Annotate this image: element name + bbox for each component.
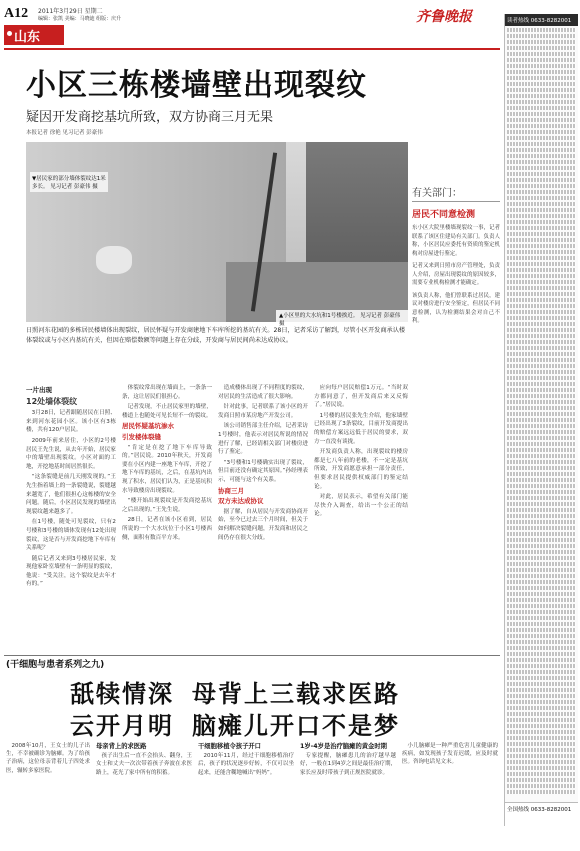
listing-line [507,316,576,320]
paragraph: “肯定是在挖了地下车库导致的。”居民说。2010年秋天，开发商要在小区内建一座地下车库，开挖了地下车库的基坑，之后，在基坑内出现了积水，居民们认为，正是基坑积水导致楼房出现裂纹。 [122,444,212,494]
listing-line [507,502,576,506]
listing-line [507,748,576,752]
listing-line [507,154,576,158]
newspaper-logo: 齐鲁晚报 [416,9,472,25]
listing-line [507,610,576,614]
header-rule [4,48,500,50]
photo-hand [96,246,132,274]
listing-line [507,58,576,62]
listing-line [507,706,576,710]
listing-line [507,238,576,242]
listing-line [507,586,576,590]
paragraph: “楼开始出现裂纹是开发商挖基坑之后出现的。”王先生说。 [122,498,212,513]
listing-line [507,40,576,44]
paragraph: 据了解，自从居民与开发商协商开始，至今已过去三个月时间，但关于如何解决裂缝问题，开发商和居民之间仍存在很大分歧。 [218,508,308,541]
listing-line [507,88,576,92]
classified-listings [505,28,578,794]
listing-line [507,550,576,554]
listing-line [507,148,576,152]
paragraph: 小儿脑瘫是一种严重危害儿童健康的疾病，如发现孩子发育迟缓，应及时就医。咨询电话见文末。 [402,743,498,766]
feature-column-5 [402,742,498,768]
classified-column [504,14,578,826]
article-lede: 日照河东花园的多栋居民楼墙体出现裂纹，居民怀疑与开发商建地下车库所挖的基坑有关。28日，记者采访了解到，尽管小区开发商承认楼体裂纹或与小区内基坑有关，但因在赔偿数额等问题上存在分歧，开发商与居民间尚未达成协议。 [26,327,406,344]
page-header [4,2,500,48]
listing-line [507,442,576,446]
paragraph: 该公司销售部主任介绍，记者采访1号楼时，他表示对居民所说的情况进行了解，已经请相关部门对楼房进行了鉴定。 [218,423,308,456]
listing-line [507,382,576,386]
listing-line [507,754,576,758]
listing-line [507,346,576,350]
listing-line [507,100,576,104]
related-label: 有关部门： [412,184,500,202]
listing-line [507,292,576,296]
listing-line [507,772,576,776]
listing-line [507,490,576,494]
listing-line [507,640,576,644]
listing-line [507,628,576,632]
bullet-icon [7,31,12,36]
paragraph: 东小区大院里楼墙现裂纹一事，记者联系了该区住建局有关部门。负责人称，小区居民应委托有资质的鉴定机构对房屋进行鉴定。 [412,225,500,257]
listing-line [507,592,576,596]
paragraph: 记者又来到日照市房产管理处，负责人介绍，房屋出现裂纹的原因较多，需要专业机构检测才能确定。 [412,263,500,286]
listing-line [507,478,576,482]
listing-line [507,604,576,608]
listing-line [507,124,576,128]
listing-line [507,598,576,602]
listing-line [507,562,576,566]
listing-line [507,742,576,746]
paragraph: 该负责人称，他们曾联系过居民，建议对楼房进行安全鉴定，但居民不同意检测，认为检测结果会对自己不利。 [412,292,500,324]
classified-footer: 全国热线 0633-8282001 [505,802,578,826]
listing-line [507,256,576,260]
listing-line [507,418,576,422]
listing-line [507,286,576,290]
listing-line [507,778,576,782]
paragraph: 28日，记者在该小区看到，居民所说的一个大水坑位于小区1号楼西侧，面积有数百平方米。 [122,517,212,541]
listing-line [507,262,576,266]
listing-line [507,106,576,110]
listing-line [507,388,576,392]
paragraph: 对此，居民表示，希望有关部门能尽快介入调查，给出一个公正的结论。 [314,494,408,518]
listing-line [507,454,576,458]
paragraph: 2009年前来居住，小区的2号楼居民王先生说，从去年开始，居民家中的墙壁出现裂纹。小区对面的工地，开挖地基时间居然很长。 [26,437,116,470]
listing-line [507,670,576,674]
listing-line [507,400,576,404]
listing-line [507,28,576,32]
headline-part: 云开月明 [70,712,174,740]
listing-line [507,160,576,164]
paragraph: 3月28日，记者跟随居民在日照、来到河东花园小区。该小区有3栋楼，共有120户居民。 [26,410,116,434]
subhead-2a: 居民怀疑基坑渗水 [122,422,174,431]
listing-line [507,436,576,440]
listing-line [507,130,576,134]
listing-line [507,322,576,326]
listing-line [507,340,576,344]
listing-line [507,196,576,200]
feature-column-2 [96,742,192,778]
page-number: A12 [4,6,29,21]
paragraph: “3号楼和1号楼确实出现了裂纹，但目前还没有确定其原因。”孙经理表示，可能与这个有关系。 [218,459,308,483]
feature-column-1 [6,742,90,776]
headline-part: 脑瘫儿开口不是梦 [192,712,400,740]
photo-caption-right: ▲小区里的大水坑和1号楼挨近。 见习记者 彭豪伟 摄 [276,310,408,328]
classified-header: 读者热线 0633-8282001 [505,14,578,26]
feature-subhead: 干细胞移植令孩子开口 [198,743,261,750]
related-sidebar [412,184,500,326]
paragraph: 2010年11月，经过干细胞移植治疗后，孩子的状况逐步好转，不仅可以坐起来，还能含糊地喊出“妈妈”。 [198,753,294,776]
issue-date: 2011年3月29日 星期二 [38,8,103,15]
paragraph: “这条裂缝是前几天刚发现的。”王先生指着墙上的一条裂缝说，裂缝越来越宽了，他们很担心这栋楼的安全问题。随后，小区居民发现的墙壁出现裂纹越来越多了。 [26,474,116,515]
listing-line [507,508,576,512]
article-headline: 小区三栋楼墙壁出现裂纹 [26,68,367,103]
listing-line [507,766,576,770]
listing-line [507,394,576,398]
section-name: 山东 [14,30,41,45]
feature-subhead: 母亲背上的求医路 [96,743,147,750]
subhead-3b: 双方未达成协议 [218,497,264,506]
listing-line [507,448,576,452]
listing-line [507,370,576,374]
listing-line [507,694,576,698]
listing-line [507,526,576,530]
news-photo [26,142,408,327]
listing-line [507,556,576,560]
subhead-1a: 一片出现 [26,386,52,394]
listing-line [507,634,576,638]
listing-line [507,430,576,434]
listing-line [507,784,576,788]
listing-line [507,616,576,620]
listing-line [507,202,576,206]
subhead-2b: 引发楼体裂缝 [122,432,161,441]
listing-line [507,220,576,224]
listing-line [507,724,576,728]
listing-line [507,676,576,680]
listing-line [507,328,576,332]
feature-headline-line2 [70,706,400,741]
series-label: (干细胞与患者系列之九) [6,660,105,670]
listing-line [507,760,576,764]
listing-line [507,166,576,170]
listing-line [507,358,576,362]
listing-line [507,94,576,98]
listing-line [507,424,576,428]
paragraph: 在1号楼，随处可见裂纹，只有2号楼和3号楼的墙体发现有12处出现裂纹，这是否与开发商挖地下车库有关系呢？ [26,519,116,552]
section-divider [4,655,500,656]
listing-line [507,580,576,584]
listing-line [507,484,576,488]
listing-line [507,460,576,464]
listing-line [507,70,576,74]
listing-line [507,496,576,500]
listing-line [507,274,576,278]
listing-line [507,184,576,188]
listing-line [507,514,576,518]
listing-line [507,136,576,140]
listing-line [507,718,576,722]
paragraph: 造成楼体出现了不同程度的裂纹，对居民的生活造成了很大影响。 [218,385,308,400]
editor-credits: 编辑：张凯 美编：马晓迪 组版：庆升 [38,16,122,22]
listing-line [507,34,576,38]
listing-line [507,208,576,212]
listing-line [507,214,576,218]
listing-line [507,310,576,314]
paragraph: 专家提醒，脑瘫患儿的治疗越早越好，一般在1到4岁之间是最佳治疗期，家长应及时带孩子到正规医院就诊。 [300,753,396,776]
listing-line [507,268,576,272]
listing-line [507,736,576,740]
listing-line [507,406,576,410]
listing-line [507,250,576,254]
body-column-3 [218,384,308,544]
listing-line [507,700,576,704]
listing-line [507,190,576,194]
listing-line [507,76,576,80]
listing-line [507,232,576,236]
listing-line [507,226,576,230]
listing-line [507,652,576,656]
listing-line [507,82,576,86]
listing-line [507,664,576,668]
feature-subhead: 1岁-4岁是治疗脑瘫的黄金时期 [300,743,387,750]
listing-line [507,364,576,368]
listing-line [507,46,576,50]
listing-line [507,520,576,524]
listing-line [507,682,576,686]
listing-line [507,280,576,284]
listing-line [507,352,576,356]
listing-line [507,538,576,542]
listing-line [507,178,576,182]
listing-line [507,112,576,116]
feature-headline-line1 [70,674,400,709]
feature-column-4 [300,742,396,778]
listing-line [507,304,576,308]
listing-line [507,412,576,416]
paragraph: 应向每户居民赔偿1万元。“当时双方都同意了，但开发商后来又反悔了。”居民说。 [314,385,408,409]
listing-line [507,172,576,176]
feature-column-3 [198,742,294,778]
listing-line [507,376,576,380]
paragraph: 针对此事，记者联系了该小区的开发商日照市某房地产开发公司。 [218,404,308,419]
listing-line [507,574,576,578]
listing-line [507,52,576,56]
listing-line [507,712,576,716]
article-subhead: 疑因开发商挖基坑所致，双方协商三月无果 [26,110,274,125]
paragraph: 随后记者又来到3号楼居民家，发现他家卧室墙壁有一条明显的裂纹，他说：“受关注，这个裂纹是去年才有的。” [26,555,116,588]
related-headline: 居民不同意检测 [412,210,476,220]
listing-line [507,466,576,470]
subhead-1b: 12处墙体裂纹 [26,396,78,406]
listing-line [507,64,576,68]
listing-line [507,622,576,626]
listing-line [507,298,576,302]
listing-line [507,658,576,662]
listing-line [507,790,576,794]
paragraph: 记者发现，不止居民家里的墙壁，楼道上也随处可见长短不一的裂纹。 [122,404,212,419]
listing-line [507,532,576,536]
listing-line [507,568,576,572]
paragraph: 开发商负责人称，出现裂纹的楼房都是七八年前的老楼，不一定是基坑所致，开发商愿意承担一部分责任，但要求居民提供权威部门的鉴定结论。 [314,449,408,490]
body-column-2 [122,384,212,544]
listing-line [507,334,576,338]
listing-line [507,244,576,248]
listing-line [507,142,576,146]
headline-part: 母背上三载求医路 [192,680,400,708]
article-byline: 本报记者 徐艳 见习记者 彭豪伟 [26,130,103,136]
body-column-1 [26,384,116,591]
listing-line [507,544,576,548]
subhead-3a: 协商三月 [218,486,244,495]
headline-part: 舐犊情深 [70,680,174,708]
body-column-4 [314,384,408,521]
paragraph: 体裂纹常出现在墙面上，一条条一条，这让居民们很担心。 [122,385,212,400]
paragraph: 1号楼的居民张先生介绍，他家墙壁已经出现了3条裂纹，目前开发商提出的赔偿方案远远低于居民的要求，双方一直没有谈拢。 [314,412,408,445]
listing-line [507,118,576,122]
listing-line [507,688,576,692]
photo-caption-left: ▼居民家的部分墙体裂纹达1米多长。 见习记者 彭豪伟 摄 [30,172,108,192]
section-tag [4,25,64,45]
listing-line [507,730,576,734]
paragraph: 2008年10月，王女士的儿子出生，不幸被确诊为脑瘫。为了给孩子治病，这位母亲背着儿子四处求医，辗转多家医院。 [6,743,90,774]
paragraph: 孩子出生后一直不会抬头、翻身，王女士和丈夫一次次带着孩子奔波在求医路上，花光了家中所有的积蓄。 [96,753,192,776]
listing-line [507,646,576,650]
listing-line [507,472,576,476]
